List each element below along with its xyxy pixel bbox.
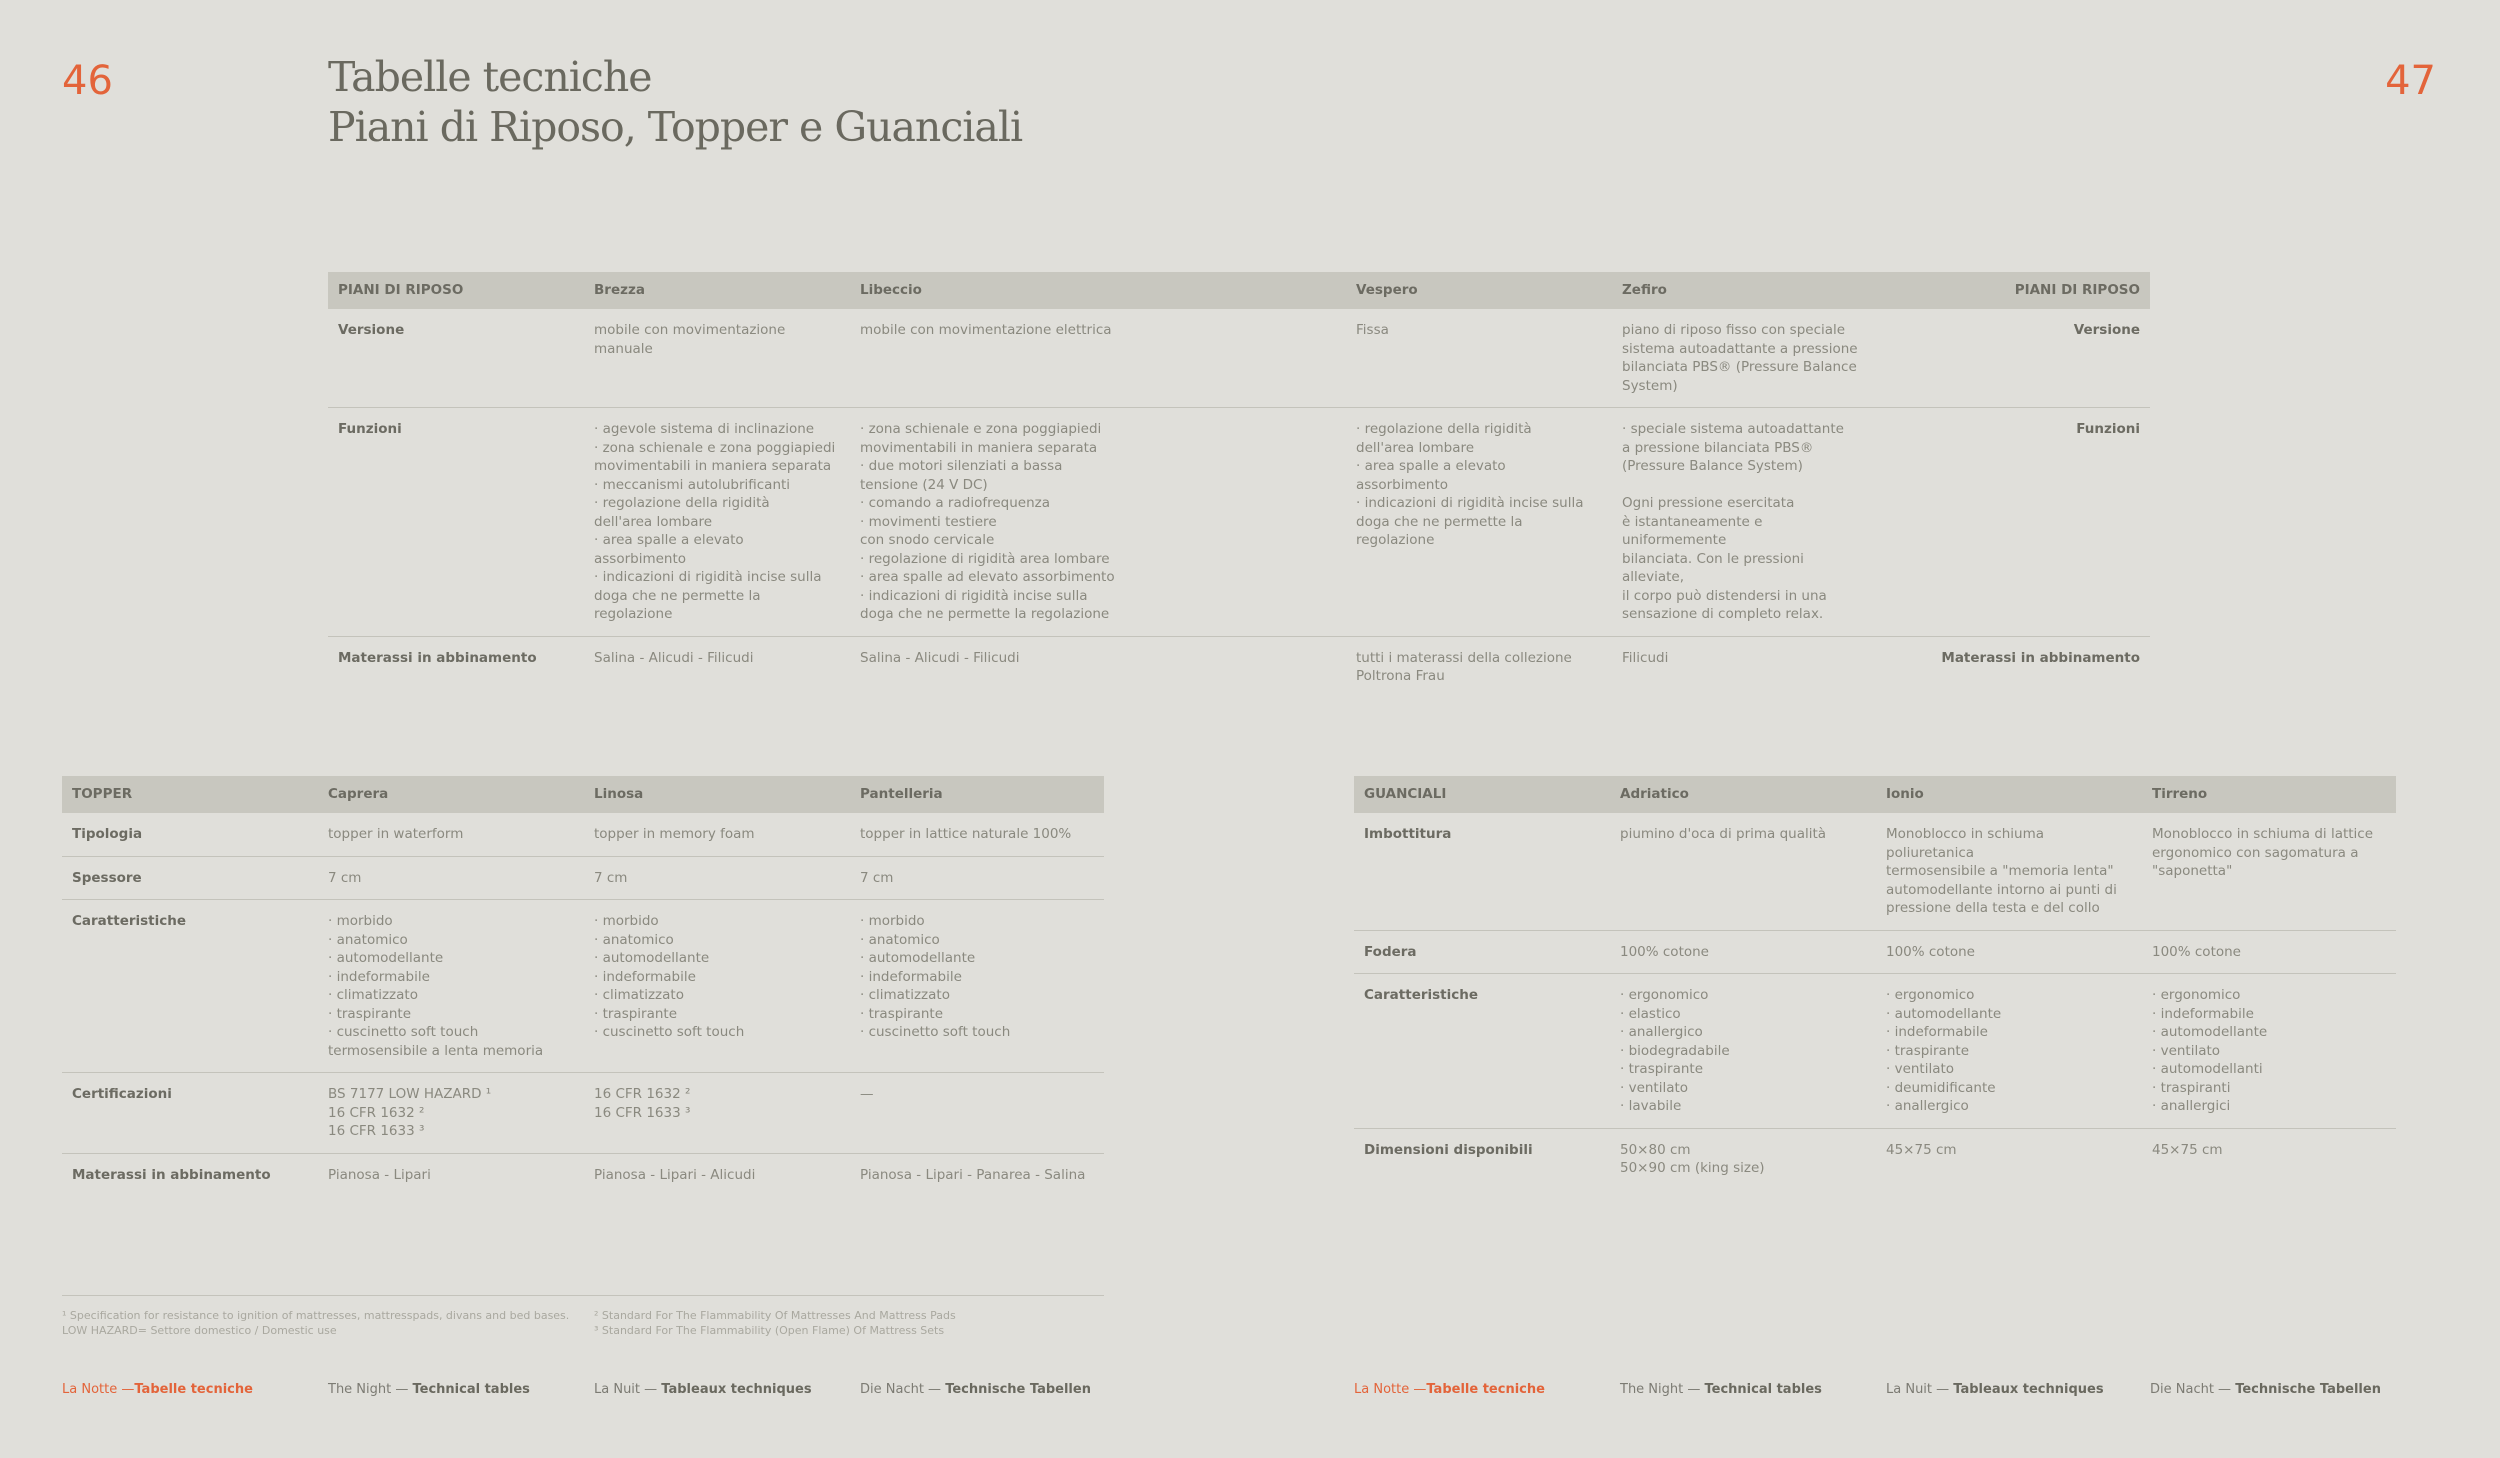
row-label-right: Versione: [1878, 309, 2150, 408]
title-line-2: Piani di Riposo, Topper e Guanciali: [328, 103, 1023, 151]
table-cell: 45×75 cm: [1886, 1141, 1957, 1158]
table-cell: mobile con movimentazione manuale: [584, 309, 850, 408]
footer-italian-left: [62, 1382, 253, 1397]
table-cell: Fissa: [1346, 309, 1612, 408]
footnote-2-3: ² Standard For The Flammability Of Mattresses And Mattress Pads ³ Standard For The Flammability (Open Flame) Of Mattress Sets: [594, 1309, 956, 1337]
page-number-left: 46: [62, 58, 113, 104]
header-cell: Adriatico: [1610, 776, 1876, 813]
table-cell: Pianosa - Lipari - Alicudi: [594, 1166, 756, 1183]
header-cell: Vespero: [1346, 272, 1612, 309]
table-header-row: [62, 776, 1104, 813]
table-cell: mobile con movimentazione elettrica: [850, 309, 1346, 408]
row-label: Materassi in abbinamento: [338, 649, 537, 666]
table-cell: · morbido · anatomico · automodellante · indeformabile · climatizzato · traspirante · cuscinetto soft touch termosensibile a lenta memoria: [318, 900, 584, 1073]
footer-prefix: La Notte —: [62, 1382, 135, 1397]
table-cell: topper in memory foam: [584, 813, 850, 856]
table-cell: · zona schienale e zona poggiapiedi movimentabili in maniera separata · due motori silenziati a bassa tensione (24 V DC) · comando a radiofrequenza · movimenti testiere con snodo cervicale · regolazione di rigidità area lombare · area spalle ad elevato assorbimento · indicazioni di rigidità incise sulla doga che ne permette la regolazione: [850, 408, 1346, 637]
table-cell: · morbido · anatomico · automodellante · indeformabile · climatizzato · traspirante · cuscinetto soft touch: [850, 900, 1104, 1073]
row-label: Materassi in abbinamento: [72, 1166, 271, 1183]
table-cell: Monoblocco in schiuma poliuretanica termosensibile a "memoria lenta" automodellante intorno ai punti di pressione della testa e del collo: [1876, 813, 2142, 930]
table-cell: 7 cm: [318, 856, 584, 900]
table-cell: 16 CFR 1632 ² 16 CFR 1633 ³: [584, 1073, 850, 1154]
footer-bold: Tableaux techniques: [661, 1382, 812, 1397]
row-label: Certificazioni: [62, 1073, 318, 1154]
table-cell: Pianosa - Lipari - Panarea - Salina: [860, 1166, 1086, 1183]
footer-prefix: La Notte —: [1354, 1382, 1427, 1397]
footer-bold: Technical tables: [412, 1382, 530, 1397]
row-label: Caratteristiche: [1354, 974, 1610, 1129]
footer-prefix: La Nuit —: [1886, 1382, 1954, 1397]
table-cell: · ergonomico · indeformabile · automodellante · ventilato · automodellanti · traspiranti · anallergici: [2142, 974, 2396, 1129]
footer-prefix: La Nuit —: [594, 1382, 662, 1397]
footer-bold: Tabelle tecniche: [134, 1382, 253, 1397]
page-title: [328, 52, 1022, 152]
header-cell: GUANCIALI: [1354, 776, 1610, 813]
footer-bold: Technische Tabellen: [945, 1382, 1091, 1397]
table-cell: 7 cm: [850, 856, 1104, 900]
table-cell: —: [850, 1073, 1104, 1154]
table-cell: 7 cm: [584, 856, 850, 900]
table-row: [328, 636, 2150, 698]
table-cell: topper in waterform: [318, 813, 584, 856]
table-header-row: [328, 272, 2150, 309]
table-cell: Pianosa - Lipari: [328, 1166, 431, 1183]
footer-italian-right: [1354, 1382, 1545, 1397]
footer-prefix: The Night —: [1620, 1382, 1705, 1397]
table-row: [328, 408, 2150, 637]
table-cell: · morbido · anatomico · automodellante · indeformabile · climatizzato · traspirante · cuscinetto soft touch: [584, 900, 850, 1073]
table-cell: BS 7177 LOW HAZARD ¹ 16 CFR 1632 ² 16 CFR 1633 ³: [318, 1073, 584, 1154]
table-row: [62, 856, 1104, 900]
table-row: [1354, 813, 2396, 930]
row-label: Versione: [328, 309, 584, 408]
header-cell: Libeccio: [850, 272, 1346, 309]
table-row: [1354, 930, 2396, 974]
footer-german-left: [860, 1382, 1091, 1397]
footer-bold: Technische Tabellen: [2235, 1382, 2381, 1397]
header-cell: Tirreno: [2142, 776, 2396, 813]
table-row: [328, 309, 2150, 408]
table-cell: Filicudi: [1622, 649, 1669, 666]
footer-prefix: Die Nacht —: [2150, 1382, 2236, 1397]
footer-bold: Tableaux techniques: [1953, 1382, 2104, 1397]
piani-di-riposo-table: [328, 272, 2150, 698]
header-cell: Ionio: [1876, 776, 2142, 813]
table-row: [62, 813, 1104, 856]
row-label: Spessore: [62, 856, 318, 900]
footer-bold: Tabelle tecniche: [1426, 1382, 1545, 1397]
table-row: [62, 1073, 1104, 1154]
header-cell: Zefiro: [1612, 272, 1878, 309]
table-cell: · speciale sistema autoadattante a pressione bilanciata PBS® (Pressure Balance System) Ogni pressione esercitata è istantaneamente e uniformemente bilanciata. Con le pressioni alleviate, il corpo può distendersi in una sensazione di completo relax.: [1612, 408, 1878, 637]
table-cell: 100% cotone: [2142, 930, 2396, 974]
table-cell: · regolazione della rigidità dell'area lombare · area spalle a elevato assorbimento · indicazioni di rigidità incise sulla doga che ne permette la regolazione: [1346, 408, 1612, 637]
table-cell: Monoblocco in schiuma di lattice ergonomico con sagomatura a "saponetta": [2142, 813, 2396, 930]
table-row: [62, 1153, 1104, 1196]
table-cell: 45×75 cm: [2152, 1141, 2223, 1158]
table-row: [1354, 974, 2396, 1129]
footer-french-right: [1886, 1382, 2104, 1397]
guanciali-table: [1354, 776, 2396, 1190]
row-label: Caratteristiche: [62, 900, 318, 1073]
table-row: [1354, 1128, 2396, 1190]
footer-german-right: [2150, 1382, 2381, 1397]
table-cell: 50×80 cm 50×90 cm (king size): [1620, 1141, 1765, 1176]
title-line-1: Tabelle tecniche: [328, 53, 652, 101]
header-cell: Linosa: [584, 776, 850, 813]
table-cell: · agevole sistema di inclinazione · zona schienale e zona poggiapiedi movimentabili in maniera separata · meccanismi autolubrificanti · regolazione della rigidità dell'area lombare · area spalle a elevato assorbimento · indicazioni di rigidità incise sulla doga che ne permette la regolazione: [584, 408, 850, 637]
row-label: Funzioni: [328, 408, 584, 637]
row-label: Fodera: [1354, 930, 1610, 974]
table-cell: topper in lattice naturale 100%: [850, 813, 1104, 856]
table-cell: · ergonomico · automodellante · indeformabile · traspirante · ventilato · deumidificante · anallergico: [1876, 974, 2142, 1129]
table-cell: piumino d'oca di prima qualità: [1610, 813, 1876, 930]
header-cell: Brezza: [584, 272, 850, 309]
table-cell: 100% cotone: [1876, 930, 2142, 974]
row-label: Dimensioni disponibili: [1364, 1141, 1533, 1158]
table-cell: 100% cotone: [1610, 930, 1876, 974]
table-cell: Salina - Alicudi - Filicudi: [594, 649, 754, 666]
table-row: [62, 900, 1104, 1073]
footer-french-left: [594, 1382, 812, 1397]
table-cell: Salina - Alicudi - Filicudi: [860, 649, 1020, 666]
header-cell: Pantelleria: [850, 776, 1104, 813]
footer-english-right: [1620, 1382, 1822, 1397]
header-cell: TOPPER: [62, 776, 318, 813]
header-cell: Caprera: [318, 776, 584, 813]
header-cell: PIANI DI RIPOSO: [328, 272, 584, 309]
footer-english-left: [328, 1382, 530, 1397]
footer-bold: Technical tables: [1704, 1382, 1822, 1397]
footer-prefix: Die Nacht —: [860, 1382, 946, 1397]
table-cell: tutti i materassi della collezione Poltrona Frau: [1356, 649, 1572, 684]
table-header-row: [1354, 776, 2396, 813]
row-label-right: Materassi in abbinamento: [1941, 649, 2140, 666]
page-number-right: 47: [2385, 58, 2436, 104]
table-cell: · ergonomico · elastico · anallergico · biodegradabile · traspirante · ventilato · lavabile: [1610, 974, 1876, 1129]
footnote-divider: [62, 1295, 1104, 1296]
header-cell: PIANI DI RIPOSO: [1878, 272, 2150, 309]
topper-table: [62, 776, 1104, 1196]
row-label-right: Funzioni: [1878, 408, 2150, 637]
footer-prefix: The Night —: [328, 1382, 413, 1397]
row-label: Imbottitura: [1354, 813, 1610, 930]
row-label: Tipologia: [62, 813, 318, 856]
footnote-1: ¹ Specification for resistance to ignition of mattresses, mattresspads, divans and bed bases. LOW HAZARD= Settore domestico / Domestic use: [62, 1309, 570, 1337]
table-cell: piano di riposo fisso con speciale sistema autoadattante a pressione bilanciata PBS® (Pressure Balance System): [1612, 309, 1878, 408]
